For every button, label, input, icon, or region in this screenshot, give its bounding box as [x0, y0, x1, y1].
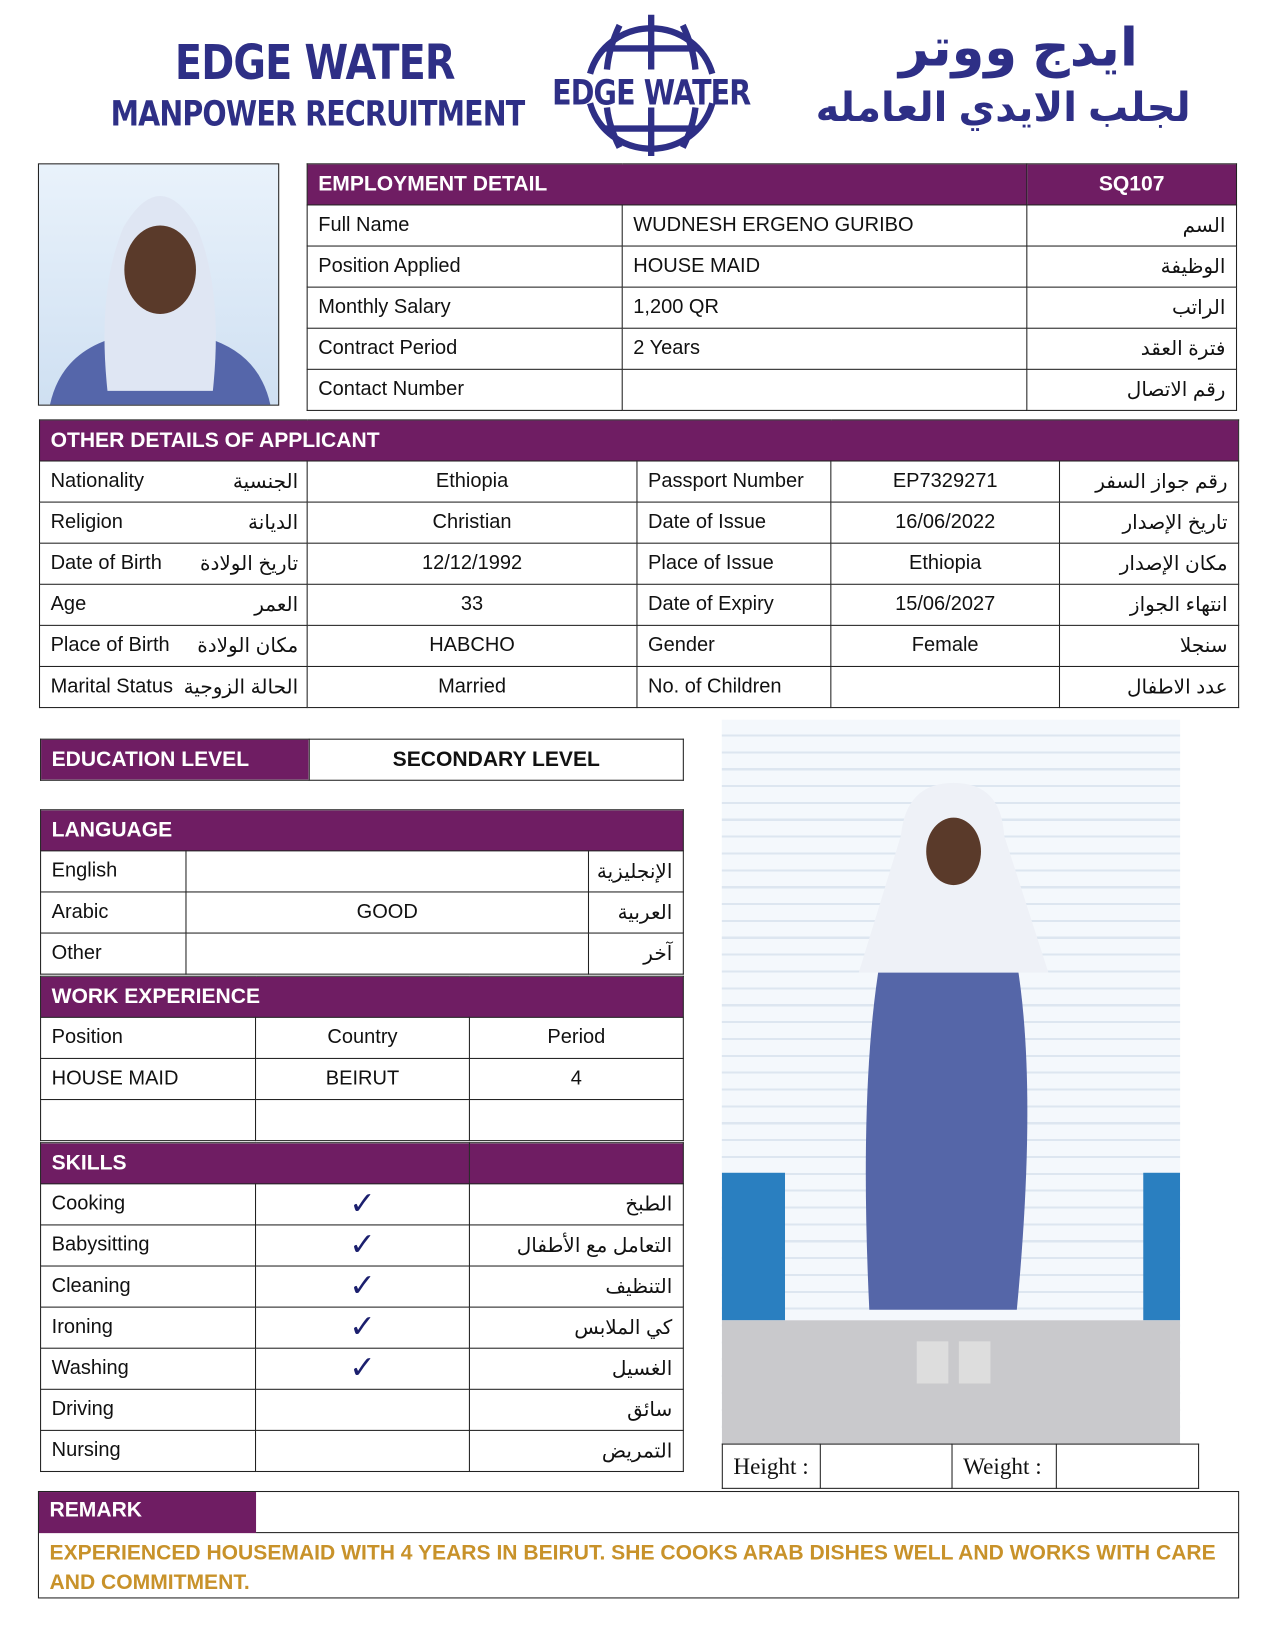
field-value: 15/06/2027: [831, 584, 1060, 625]
field-value: HABCHO: [307, 625, 637, 666]
field-label: Marital Status: [50, 675, 173, 698]
field-value: Christian: [307, 502, 637, 543]
applicant-full-body-photo: [722, 720, 1180, 1444]
field-label-arabic: مكان الإصدار: [1059, 543, 1238, 584]
table-row: [41, 1430, 684, 1471]
remark-text: EXPERIENCED HOUSEMAID WITH 4 YEARS IN BEIRUT. SHE COOKS ARAB DISHES WELL AND WORKS WITH CARE AND COMMITMENT.: [49, 1541, 1216, 1595]
field-label: No. of Children: [637, 666, 831, 707]
field-label-arabic: العمر: [254, 594, 299, 617]
field-label-arabic: الجنسية: [232, 471, 299, 494]
skill-name-arabic: الغسيل: [469, 1348, 683, 1389]
skill-check-cell: [256, 1348, 470, 1389]
table-row: [40, 666, 1239, 707]
field-label-cell: [40, 584, 308, 625]
language-level: GOOD: [186, 892, 589, 933]
field-label-arabic: تاريخ الإصدار: [1059, 502, 1238, 543]
language-name-arabic: الإنجليزية: [588, 851, 683, 892]
field-value: 16/06/2022: [831, 502, 1060, 543]
field-label: Place of Birth: [50, 634, 170, 657]
field-value: 33: [307, 584, 637, 625]
height-weight-table: [722, 1444, 1199, 1489]
remark-section: [38, 1491, 1239, 1598]
skill-name: Nursing: [41, 1430, 256, 1471]
field-value: [622, 369, 1027, 410]
column-header: Position: [41, 1017, 256, 1058]
checkmark-icon: ✓: [349, 1227, 376, 1263]
field-value: EP7329271: [831, 461, 1060, 502]
field-label-cell: [40, 502, 308, 543]
period-cell: [469, 1100, 683, 1141]
skills-title: SKILLS: [41, 1143, 470, 1184]
checkmark-icon: ✓: [349, 1268, 376, 1304]
table-row: [307, 205, 1236, 246]
skill-name: Cleaning: [41, 1266, 256, 1307]
field-value: 12/12/1992: [307, 543, 637, 584]
field-label: Contract Period: [307, 328, 622, 369]
table-row: [41, 1266, 684, 1307]
field-value: Female: [831, 625, 1060, 666]
table-row: [41, 1017, 684, 1058]
field-label: Monthly Salary: [307, 287, 622, 328]
field-value: [831, 666, 1060, 707]
weight-value: [1056, 1444, 1198, 1488]
field-value: WUDNESH ERGENO GURIBO: [622, 205, 1027, 246]
field-label-cell: [40, 666, 308, 707]
education-label: EDUCATION LEVEL: [41, 739, 310, 780]
field-label: Contact Number: [307, 369, 622, 410]
field-value: HOUSE MAID: [622, 246, 1027, 287]
employment-detail-title: EMPLOYMENT DETAIL: [307, 164, 1027, 205]
table-row: [40, 543, 1239, 584]
height-label: Height :: [722, 1444, 820, 1488]
table-row: [307, 328, 1236, 369]
field-label-arabic: مكان الولادة: [197, 635, 299, 658]
field-label-arabic: الوظيفة: [1027, 246, 1237, 287]
skill-name-arabic: سائق: [469, 1389, 683, 1430]
reference-code: SQ107: [1027, 164, 1237, 205]
period-cell: 4: [469, 1058, 683, 1099]
skill-check-cell: [256, 1430, 470, 1471]
table-row: [41, 933, 684, 974]
field-value: Ethiopia: [831, 543, 1060, 584]
language-name: English: [41, 851, 186, 892]
field-label-arabic: رقم جواز السفر: [1059, 461, 1238, 502]
table-row: [40, 461, 1239, 502]
other-details-table: [39, 419, 1239, 708]
field-label: Date of Expiry: [637, 584, 831, 625]
field-label-arabic: فترة العقد: [1027, 328, 1237, 369]
field-value: Married: [307, 666, 637, 707]
field-label: Religion: [50, 511, 123, 534]
table-row: [41, 1058, 684, 1099]
other-details-title: OTHER DETAILS OF APPLICANT: [40, 420, 1239, 461]
table-row: [41, 1225, 684, 1266]
table-row: [41, 1100, 684, 1141]
emblem-text: EDGE WATER: [552, 71, 751, 113]
field-label-arabic: عدد الاطفال: [1059, 666, 1238, 707]
work-experience-table: [40, 976, 684, 1141]
checkmark-icon: ✓: [349, 1309, 376, 1345]
field-label-arabic: رقم الاتصال: [1027, 369, 1237, 410]
field-label: Gender: [637, 625, 831, 666]
weight-label: Weight :: [952, 1444, 1056, 1488]
country-cell: BEIRUT: [256, 1058, 470, 1099]
height-value: [820, 1444, 952, 1488]
language-table: [40, 809, 684, 974]
field-label: Position Applied: [307, 246, 622, 287]
skill-check-cell: [256, 1225, 470, 1266]
language-name-arabic: العربية: [588, 892, 683, 933]
skills-table: [40, 1142, 684, 1472]
table-row: [40, 625, 1239, 666]
field-label: Place of Issue: [637, 543, 831, 584]
field-label: Date of Issue: [637, 502, 831, 543]
table-row: [307, 246, 1236, 287]
table-row: [41, 1389, 684, 1430]
work-experience-title: WORK EXPERIENCE: [41, 976, 684, 1017]
skill-check-cell: [256, 1184, 470, 1225]
logo-en-line2: MANPOWER RECRUITMENT: [110, 92, 525, 134]
language-name: Arabic: [41, 892, 186, 933]
skill-name: Cooking: [41, 1184, 256, 1225]
position-cell: [41, 1100, 256, 1141]
logo-ar-line1: ايدج ووتر: [899, 17, 1138, 77]
position-cell: HOUSE MAID: [41, 1058, 256, 1099]
field-label-arabic: سنجلا: [1059, 625, 1238, 666]
field-label-cell: [40, 461, 308, 502]
skill-name-arabic: الطبخ: [469, 1184, 683, 1225]
employment-detail-table: [307, 163, 1237, 411]
field-label-arabic: الحالة الزوجية: [183, 676, 299, 699]
skill-name-arabic: التنظيف: [469, 1266, 683, 1307]
table-row: [307, 287, 1236, 328]
field-label: Nationality: [50, 469, 145, 493]
field-label: Passport Number: [637, 461, 831, 502]
table-row: [40, 584, 1239, 625]
column-header: Country: [256, 1017, 470, 1058]
language-level: [186, 933, 589, 974]
checkmark-icon: ✓: [349, 1186, 376, 1222]
field-label: Age: [50, 593, 87, 616]
field-label-arabic: انتهاء الجواز: [1059, 584, 1238, 625]
applicant-portrait-photo: [38, 163, 279, 405]
field-label-arabic: تاريخ الولادة: [199, 553, 299, 576]
table-row: [40, 502, 1239, 543]
skill-check-cell: [256, 1266, 470, 1307]
field-value: 2 Years: [622, 328, 1027, 369]
field-label-cell: [40, 625, 308, 666]
education-table: [40, 739, 684, 781]
country-cell: [256, 1100, 470, 1141]
field-label: Full Name: [307, 205, 622, 246]
language-level: [186, 851, 589, 892]
skill-name-arabic: التمريض: [469, 1430, 683, 1471]
skill-check-cell: [256, 1389, 470, 1430]
skill-check-cell: [256, 1307, 470, 1348]
table-row: [41, 1184, 684, 1225]
skill-name: Ironing: [41, 1307, 256, 1348]
table-row: [41, 1307, 684, 1348]
table-row: [41, 892, 684, 933]
field-value: Ethiopia: [307, 461, 637, 502]
field-label-cell: [40, 543, 308, 584]
field-label-arabic: السم: [1027, 205, 1237, 246]
skill-name: Washing: [41, 1348, 256, 1389]
skill-name-arabic: التعامل مع الأطفال: [469, 1225, 683, 1266]
column-header: Period: [469, 1017, 683, 1058]
field-value: 1,200 QR: [622, 287, 1027, 328]
field-label-arabic: الراتب: [1027, 287, 1237, 328]
field-label-arabic: الديانة: [248, 512, 299, 535]
logo-en-line1: EDGE WATER: [174, 33, 455, 91]
checkmark-icon: ✓: [349, 1350, 376, 1386]
language-name: Other: [41, 933, 186, 974]
table-row: [41, 851, 684, 892]
table-row: [307, 369, 1236, 410]
table-row: [41, 1348, 684, 1389]
language-name-arabic: آخر: [588, 933, 683, 974]
logo-ar-line2: لجلب الايدي العامله: [815, 86, 1191, 131]
skill-name-arabic: كي الملابس: [469, 1307, 683, 1348]
remark-title: REMARK: [39, 1492, 256, 1533]
skill-name: Babysitting: [41, 1225, 256, 1266]
field-label: Date of Birth: [50, 552, 162, 575]
language-title: LANGUAGE: [41, 810, 684, 851]
skill-name: Driving: [41, 1389, 256, 1430]
education-value: SECONDARY LEVEL: [309, 739, 683, 780]
